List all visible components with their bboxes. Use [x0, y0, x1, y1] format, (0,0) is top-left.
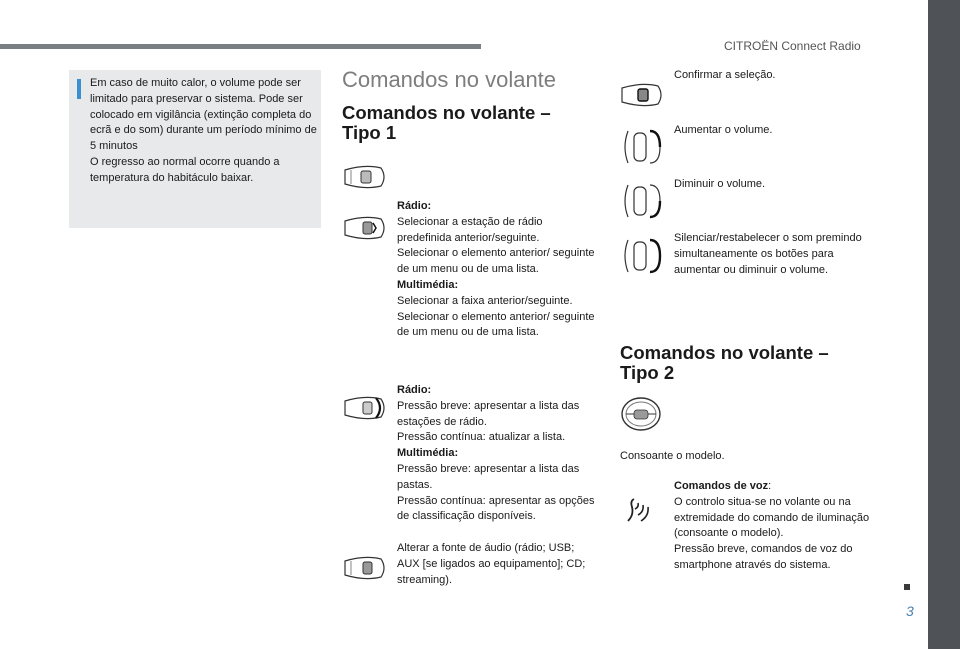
voice-command-icon	[624, 495, 654, 525]
stalk-icon	[343, 164, 387, 190]
block-heading: Rádio:	[397, 384, 432, 396]
mute-buttons-icon	[620, 236, 664, 276]
header-rule	[0, 44, 481, 49]
volume-up-text: Aumentar o volume.	[674, 124, 773, 136]
volume-down-button-icon	[620, 181, 664, 221]
stalk-thumbwheel-icon	[343, 215, 387, 241]
section-title: Comandos no volante	[342, 67, 557, 92]
mute-text: Silenciar/restabelecer o som premindo simultaneamente os botões para aumentar ou diminuir o volume.	[674, 232, 862, 276]
info-note	[69, 70, 321, 228]
brand-title: CITROËN Connect Radio	[724, 39, 861, 53]
type1-block-radio-multimedia	[397, 199, 597, 341]
stalk-end-button-icon	[343, 395, 387, 421]
volume-up-button-icon	[620, 127, 664, 167]
block-text: Alterar a fonte de áudio (rádio; USB; AUX [se ligados ao equipamento]; CD; streaming).	[397, 542, 586, 586]
stalk-confirm-icon	[620, 82, 664, 108]
block-heading: Multimédia:	[397, 278, 459, 291]
block-text: Selecionar a faixa anterior/seguinte. Selecionar o elemento anterior/ seguinte de um menu ou de uma lista.	[397, 294, 595, 339]
voice-command-block	[674, 479, 874, 574]
block-text: Pressão breve: apresentar a lista das estações de rádio. Pressão contínua: atualizar a lista.	[397, 399, 580, 444]
type1-block-source	[397, 541, 597, 588]
stalk-source-icon	[343, 555, 387, 581]
page-number: 3	[906, 603, 914, 619]
info-note-text: Em caso de muito calor, o volume pode ser limitado para preservar o sistema. Pode ser colocado em vigilância (extinção completa do ecrã e do som) durante um período mínimo de 5 minutos O regresso ao normal ocorre quando a temperatura do habitáculo baixar.	[90, 77, 317, 184]
block-text: Pressão breve: apresentar a lista das pastas. Pressão contínua: apresentar as opções de classificação disponíveis.	[397, 462, 595, 523]
block-heading: Multimédia:	[397, 447, 459, 460]
block-heading: Rádio:	[397, 200, 432, 212]
steering-wheel-icon	[620, 396, 662, 432]
type1-title: Comandos no volante – Tipo 1	[342, 102, 551, 143]
info-icon	[77, 79, 81, 99]
continue-marker	[904, 584, 910, 590]
volume-down-text: Diminuir o volume.	[674, 178, 766, 190]
type2-title: Comandos no volante – Tipo 2	[620, 342, 829, 383]
voice-heading: Comandos de voz	[674, 480, 769, 492]
voice-heading-colon: :	[768, 480, 772, 492]
type1-block-list	[397, 383, 597, 525]
block-text: Selecionar a estação de rádio predefinida anterior/seguinte. Selecionar o elemento anterior/ seguinte de um menu ou de uma lista.	[397, 215, 595, 276]
voice-text: O controlo situa-se no volante ou na extremidade do comando de iluminação (consoante o modelo). Pressão breve, comandos de voz do smartphone através do sistema.	[674, 495, 870, 571]
confirm-text: Confirmar a seleção.	[674, 69, 776, 81]
sidebar-strip	[928, 0, 960, 649]
model-text: Consoante o modelo.	[620, 450, 725, 462]
